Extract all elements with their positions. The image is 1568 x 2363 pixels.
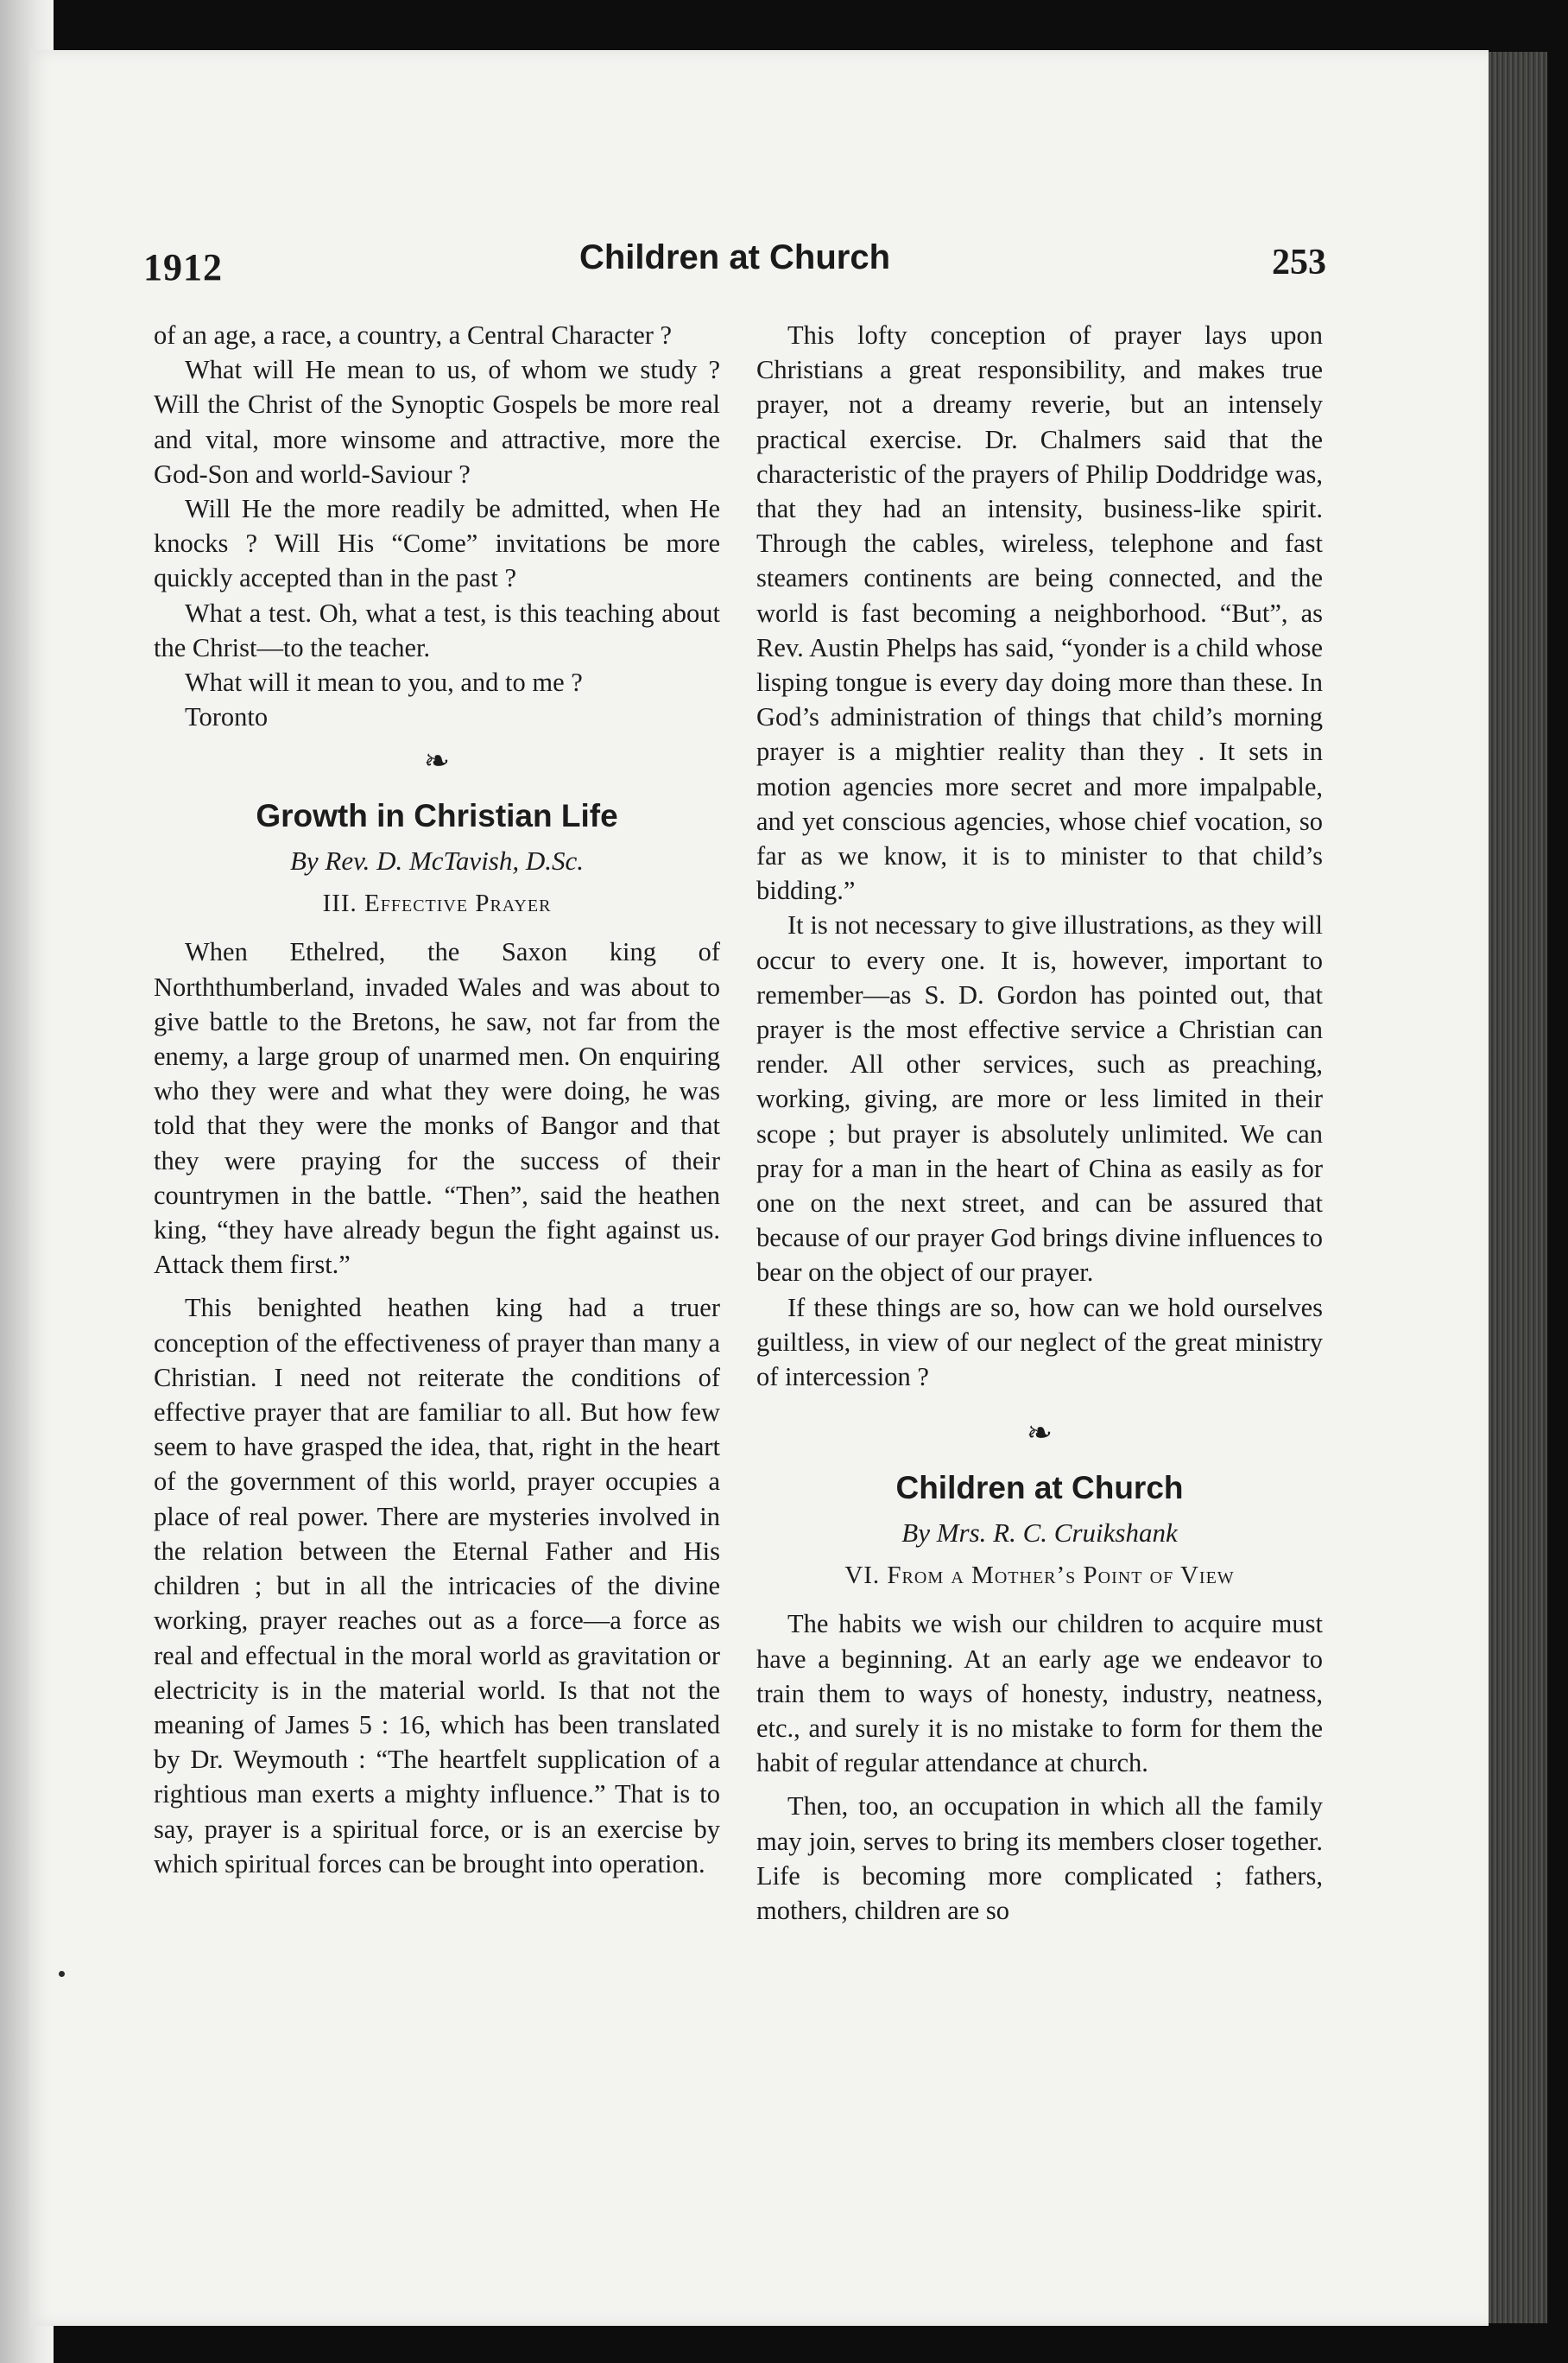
paragraph: This lofty conception of prayer lays upon Christians a great responsibility, and makes true prayer, not a dreamy reverie, but an intensely practical exercise. Dr. Chalmers said that the characteristic of the prayers of Philip Doddridge was, that they had an intensity, business-like spirit. Through the cables, wireless, telephone and fast steamers continents are being connected, and the world is fast becoming a neighborhood. “But”, as Rev. Austin Phelps has said, “yonder is a child whose lisping tongue is every day doing more than these. In God’s administration of things that child’s morning prayer is a mightier reality than they . It sets in motion agencies more secret and more impalpable, and yet conscious agencies, whose chief vocation, so far as we know, it is to minister to that child’s bidding.” — [756, 320, 1323, 906]
ornament-icon: ❧ — [1026, 1416, 1053, 1451]
signoff-place: Toronto — [185, 702, 269, 732]
paragraph: The habits we wish our children to acquire must have a beginning. At an early age we endeavor to train them to ways of honesty, industry, neatness, etc., and surely it is no mistake to form for them the habit of regular attendance at church. — [756, 1609, 1323, 1778]
paragraph: What a test. Oh, what a test, is this teaching about the Christ—to the teacher. — [154, 598, 720, 662]
left-column — [154, 318, 720, 1881]
paragraph: What will He mean to us, of whom we study ? Will the Christ of the Synoptic Gospels be more real and vital, more winsome and attractive, more the God-Son and world-Saviour ? — [154, 355, 720, 489]
paragraph: This benighted heathen king had a truer conception of the effectiveness of prayer than many a Christian. I need not reiterate the conditions of effective prayer that are familiar to all. But how few seem to have grasped the idea, that, right in the heart of the government of this world, prayer occupies a place of real power. There are mysteries involved in the relation between the Eternal Father and His children ; but in all the intricacies of the divine working, prayer reaches out as a force—a force as real and effectual in the moral world as gravitation or electricity is in the material world. Is that not the meaning of James 5 : 16, which has been translated by Dr. Weymouth : “The heartfelt supplication of a rightious man exerts a mighty influence.” That is to say, prayer is a spiritual force, or is an exercise by which spiritual forces can be brought into operation. — [154, 1293, 720, 1878]
right-column — [756, 318, 1323, 1928]
paragraph: Then, too, an occupation in which all the family may join, serves to bring its members closer together. Life is becoming more complicated ; fathers, mothers, children are so — [756, 1791, 1323, 1925]
paragraph: What will it mean to you, and to me ? — [185, 668, 583, 698]
paragraph: Will He the more readily be admitted, when He knocks ? Will His “Come” invitations be more quickly accepted than in the past ? — [154, 494, 720, 593]
header-year: 1912 — [143, 246, 223, 288]
section-heading: VI. From a Mother’s Point of View — [844, 1562, 1235, 1590]
ink-speck — [59, 1971, 65, 1977]
paragraph: When Ethelred, the Saxon king of Norththumberland, invaded Wales and was about to give battle to the Bretons, he saw, not far from the enemy, a large group of unarmed men. On enquiring who they were and what they were doing, he was told that they were the monks of Bangor and that they were praying for the success of their countrymen in the battle. “Then”, said the heathen king, “they have already begun the fight against us. Attack them first.” — [154, 937, 720, 1280]
paragraph: It is not necessary to give illustrations, as they will occur to every one. It is, however, important to remember—as S. D. Gordon has pointed out, that prayer is the most effective service a Christian can render. All other services, such as preaching, working, giving, are more or less limited in their scope ; but prayer is absolutely unlimited. We can pray for a man in the heart of China as easily as for one on the next street, and can be assured that because of our prayer God brings divine influences to bear on the object of our prayer. — [756, 910, 1323, 1288]
running-header — [143, 238, 1326, 290]
page-number: 253 — [1272, 243, 1326, 282]
section-heading: III. Effective Prayer — [322, 890, 552, 918]
ornament-icon: ❧ — [423, 744, 451, 779]
article-byline: By Rev. D. McTavish, D.Sc. — [289, 846, 585, 877]
article-title: Children at Church — [895, 1470, 1184, 1506]
page-edges — [1489, 52, 1547, 2323]
article-title: Growth in Christian Life — [256, 798, 618, 834]
paragraph: of an age, a race, a country, a Central Character ? — [154, 320, 673, 350]
header-title: Children at Church — [579, 238, 891, 276]
article-byline: By Mrs. R. C. Cruikshank — [901, 1517, 1178, 1549]
paragraph: If these things are so, how can we hold ourselves guiltless, in view of our neglect of the great ministry of intercession ? — [756, 1292, 1323, 1392]
